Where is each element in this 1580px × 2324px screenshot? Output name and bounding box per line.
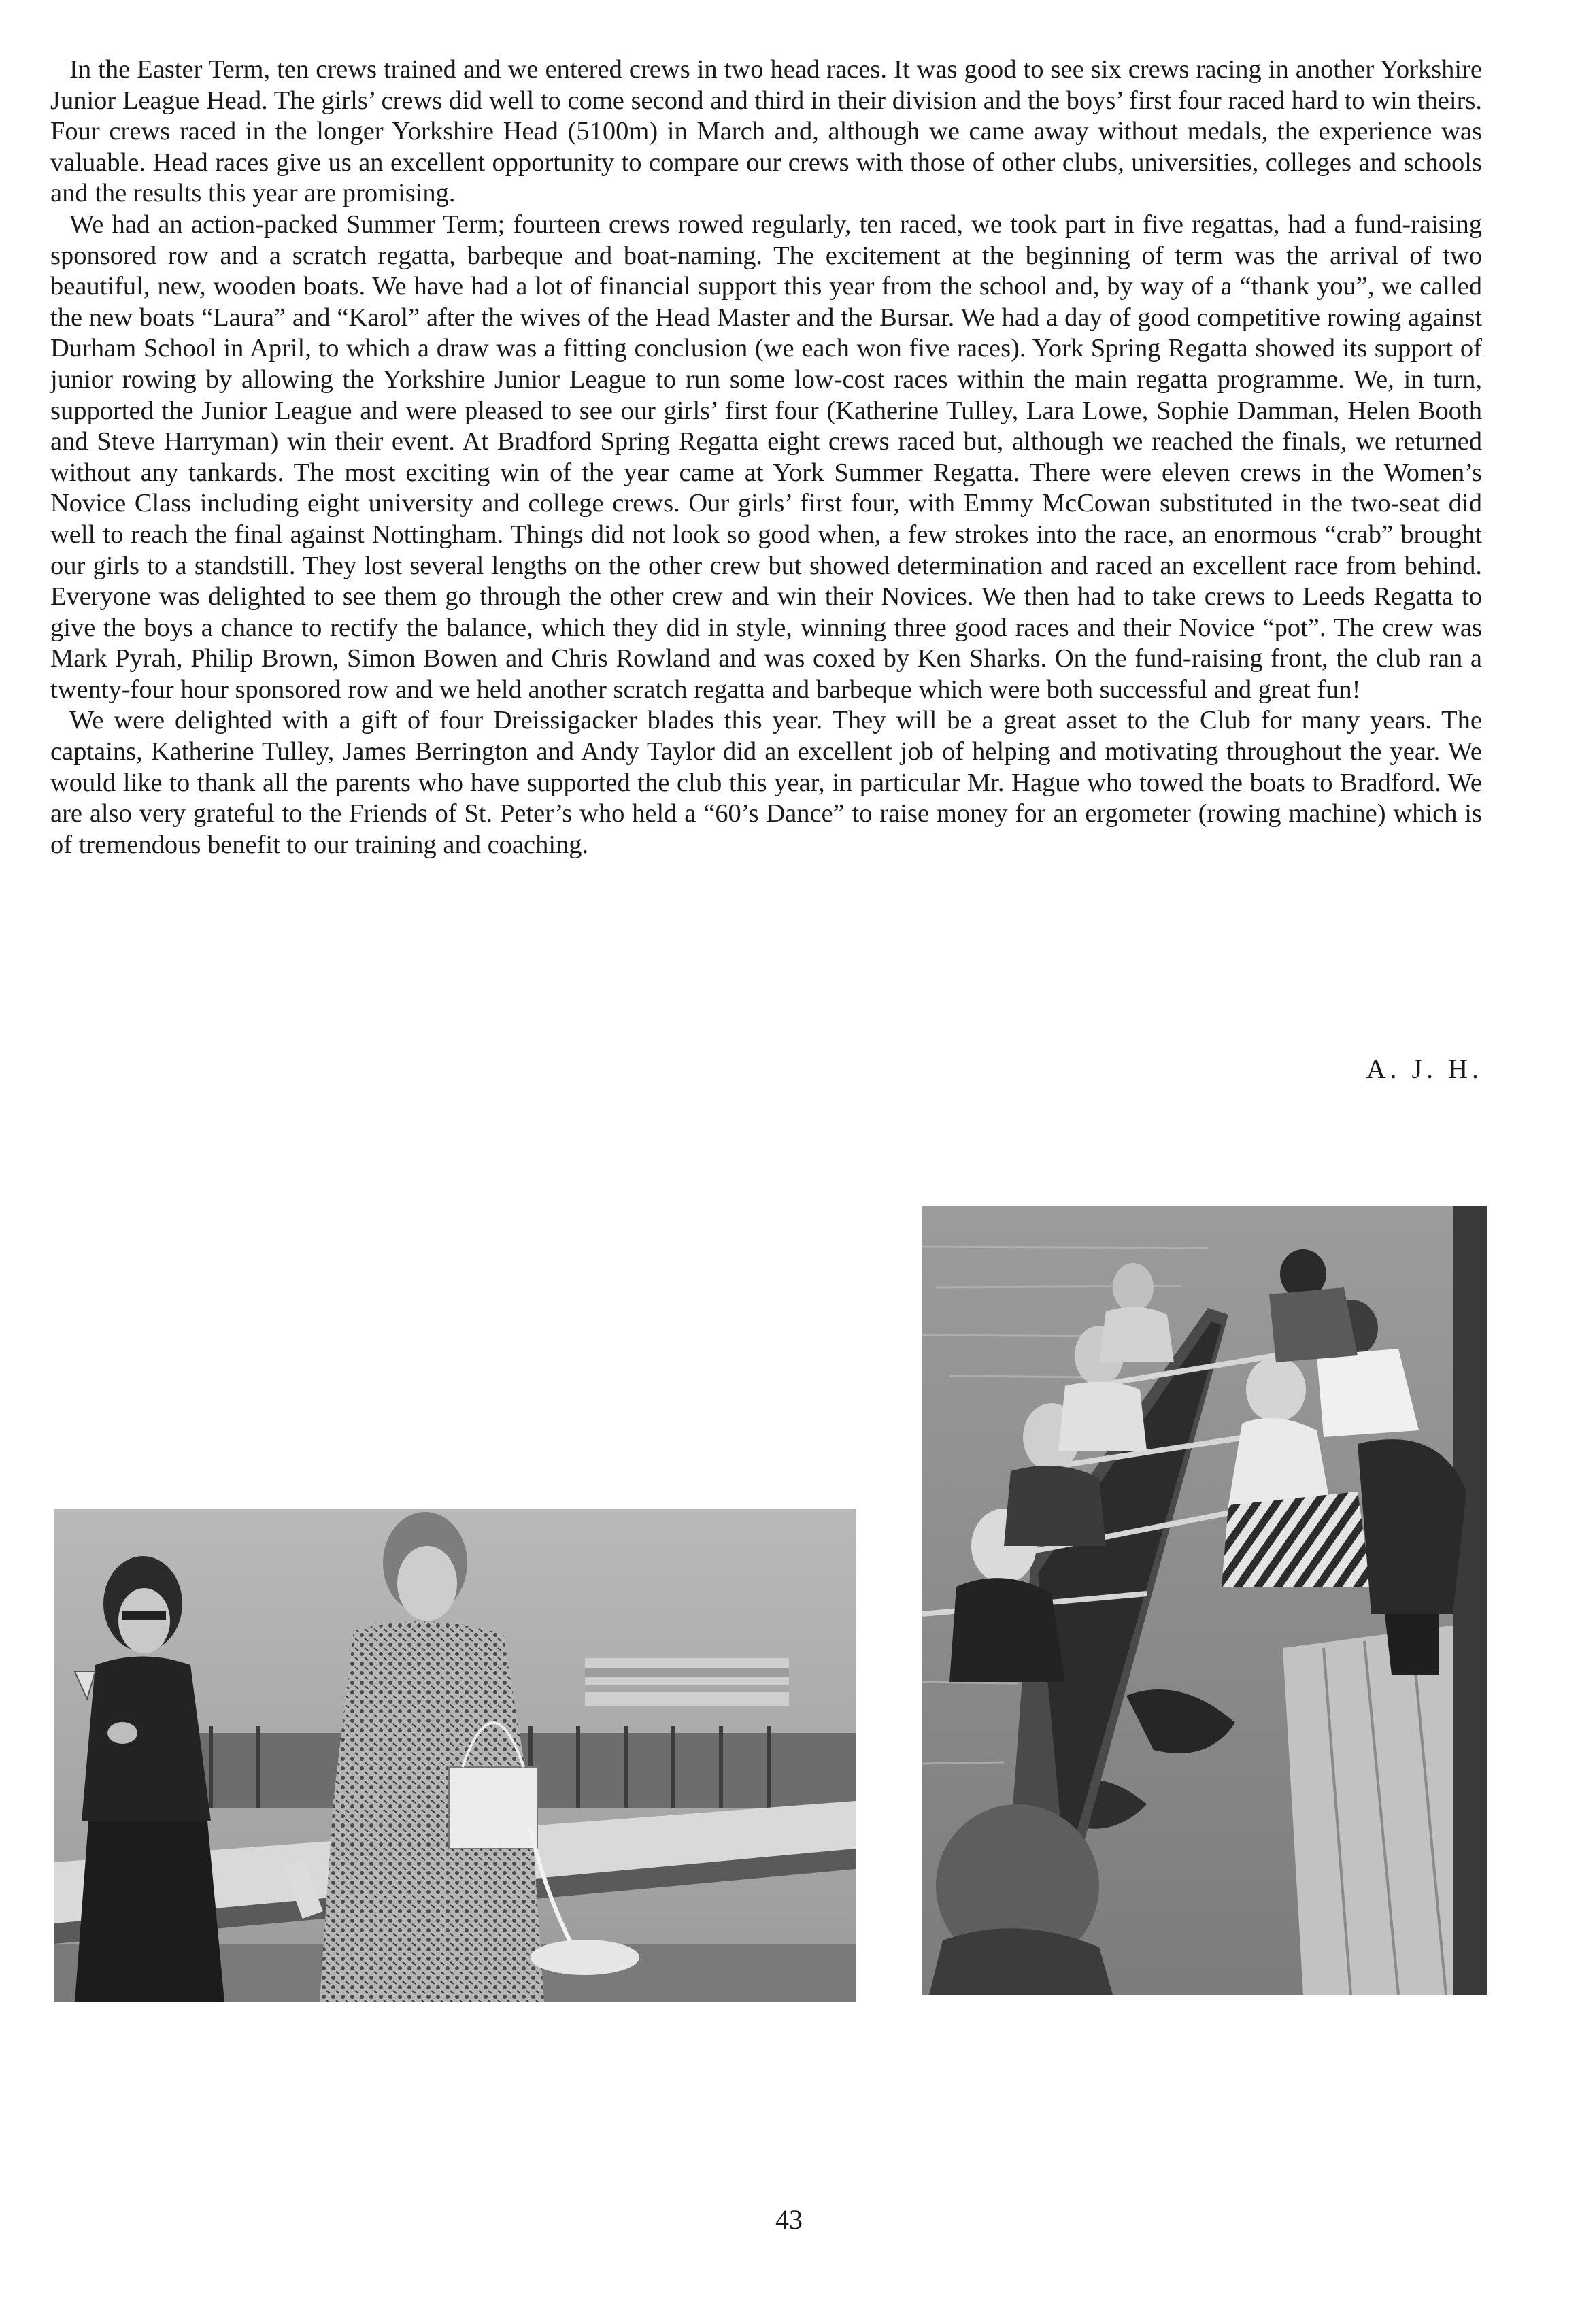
page-number: 43 bbox=[775, 2204, 803, 2235]
article-body bbox=[50, 54, 1482, 860]
paragraph-easter-term: In the Easter Term, ten crews trained and we entered crews in two head races. It was good to see six crews racing in another Yorkshire Junior League Head. The girls’ crews did well to come second and third in their division and the boys’ first four raced hard to win theirs. Four crews raced in the longer Yorkshire Head (5100m) in March and, although we came away without medals, the experience was valuable. Head races give us an excellent opportunity to compare our crews with those of other clubs, universities, colleges and schools and the results this year are promising. bbox=[50, 55, 1482, 208]
author-initials: A. J. H. bbox=[1366, 1054, 1483, 1084]
photo-crew-illustration bbox=[922, 1206, 1487, 1995]
paragraph-summer-term: We had an action-packed Summer Term; fourteen crews rowed regularly, ten raced, we took part in five regattas, had a fund-raising sponsored row and a scratch regatta, barbeque and boat-naming. The excitement at the beginning of term was the arrival of two beautiful, new, wooden boats. We have had a lot of financial support this year from the school and, by way of a “thank you”, we called the new boats “Laura” and “Karol” after the wives of the Head Master and the Bursar. We had a day of good competitive rowing against Durham School in April, to which a draw was a fitting conclusion (we each won five races). York Spring Regatta showed its support of junior rowing by allowing the Yorkshire Junior League to run some low-cost races within the main regatta programme. We, in turn, supported the Junior League and were pleased to see our girls’ first four (Katherine Tulley, Lara Lowe, Sophie Damman, Helen Booth and Steve Harryman) win their event. At Bradford Spring Regatta eight crews raced but, although we reached the finals, we returned without any tankards. The most exciting win of the year came at York Summer Regatta. There were eleven crews in the Women’s Novice Class including eight university and college crews. Our girls’ first four, with Emmy McCowan substituted in the two-seat did well to reach the final against Nottingham. Things did not look so good when, a few strokes into the race, an enormous “crab” brought our girls to a standstill. They lost several lengths on the other crew but showed determination and raced an excellent race from behind. Everyone was delighted to see them go through the other crew and win their Novices. We then had to take crews to Leeds Regatta to give the boys a chance to rectify the balance, which they did in style, winning three good races and their Novice “pot”. The crew was Mark Pyrah, Philip Brown, Simon Bowen and Chris Rowland and was coxed by Ken Sharks. On the fund-raising front, the club ran a twenty-four hour sponsored row and we held another scratch regatta and barbeque which were both successful and great fun! bbox=[50, 209, 1482, 704]
photo-boat-naming bbox=[54, 1509, 856, 2002]
photo-boat-naming-illustration bbox=[54, 1509, 856, 2002]
photo-crew-at-landing-stage bbox=[922, 1206, 1487, 1995]
paragraph-thanks: We were delighted with a gift of four Dreissigacker blades this year. They will be a great asset to the Club for many years. The captains, Katherine Tulley, James Berrington and Andy Taylor did an excellent job of helping and motivating throughout the year. We would like to thank all the parents who have supported the club this year, in particular Mr. Hague who towed the boats to Bradford. We are also very grateful to the Friends of St. Peter’s who held a “60’s Dance” to raise money for an ergometer (rowing machine) which is of tremendous benefit to our training and coaching. bbox=[50, 706, 1482, 859]
